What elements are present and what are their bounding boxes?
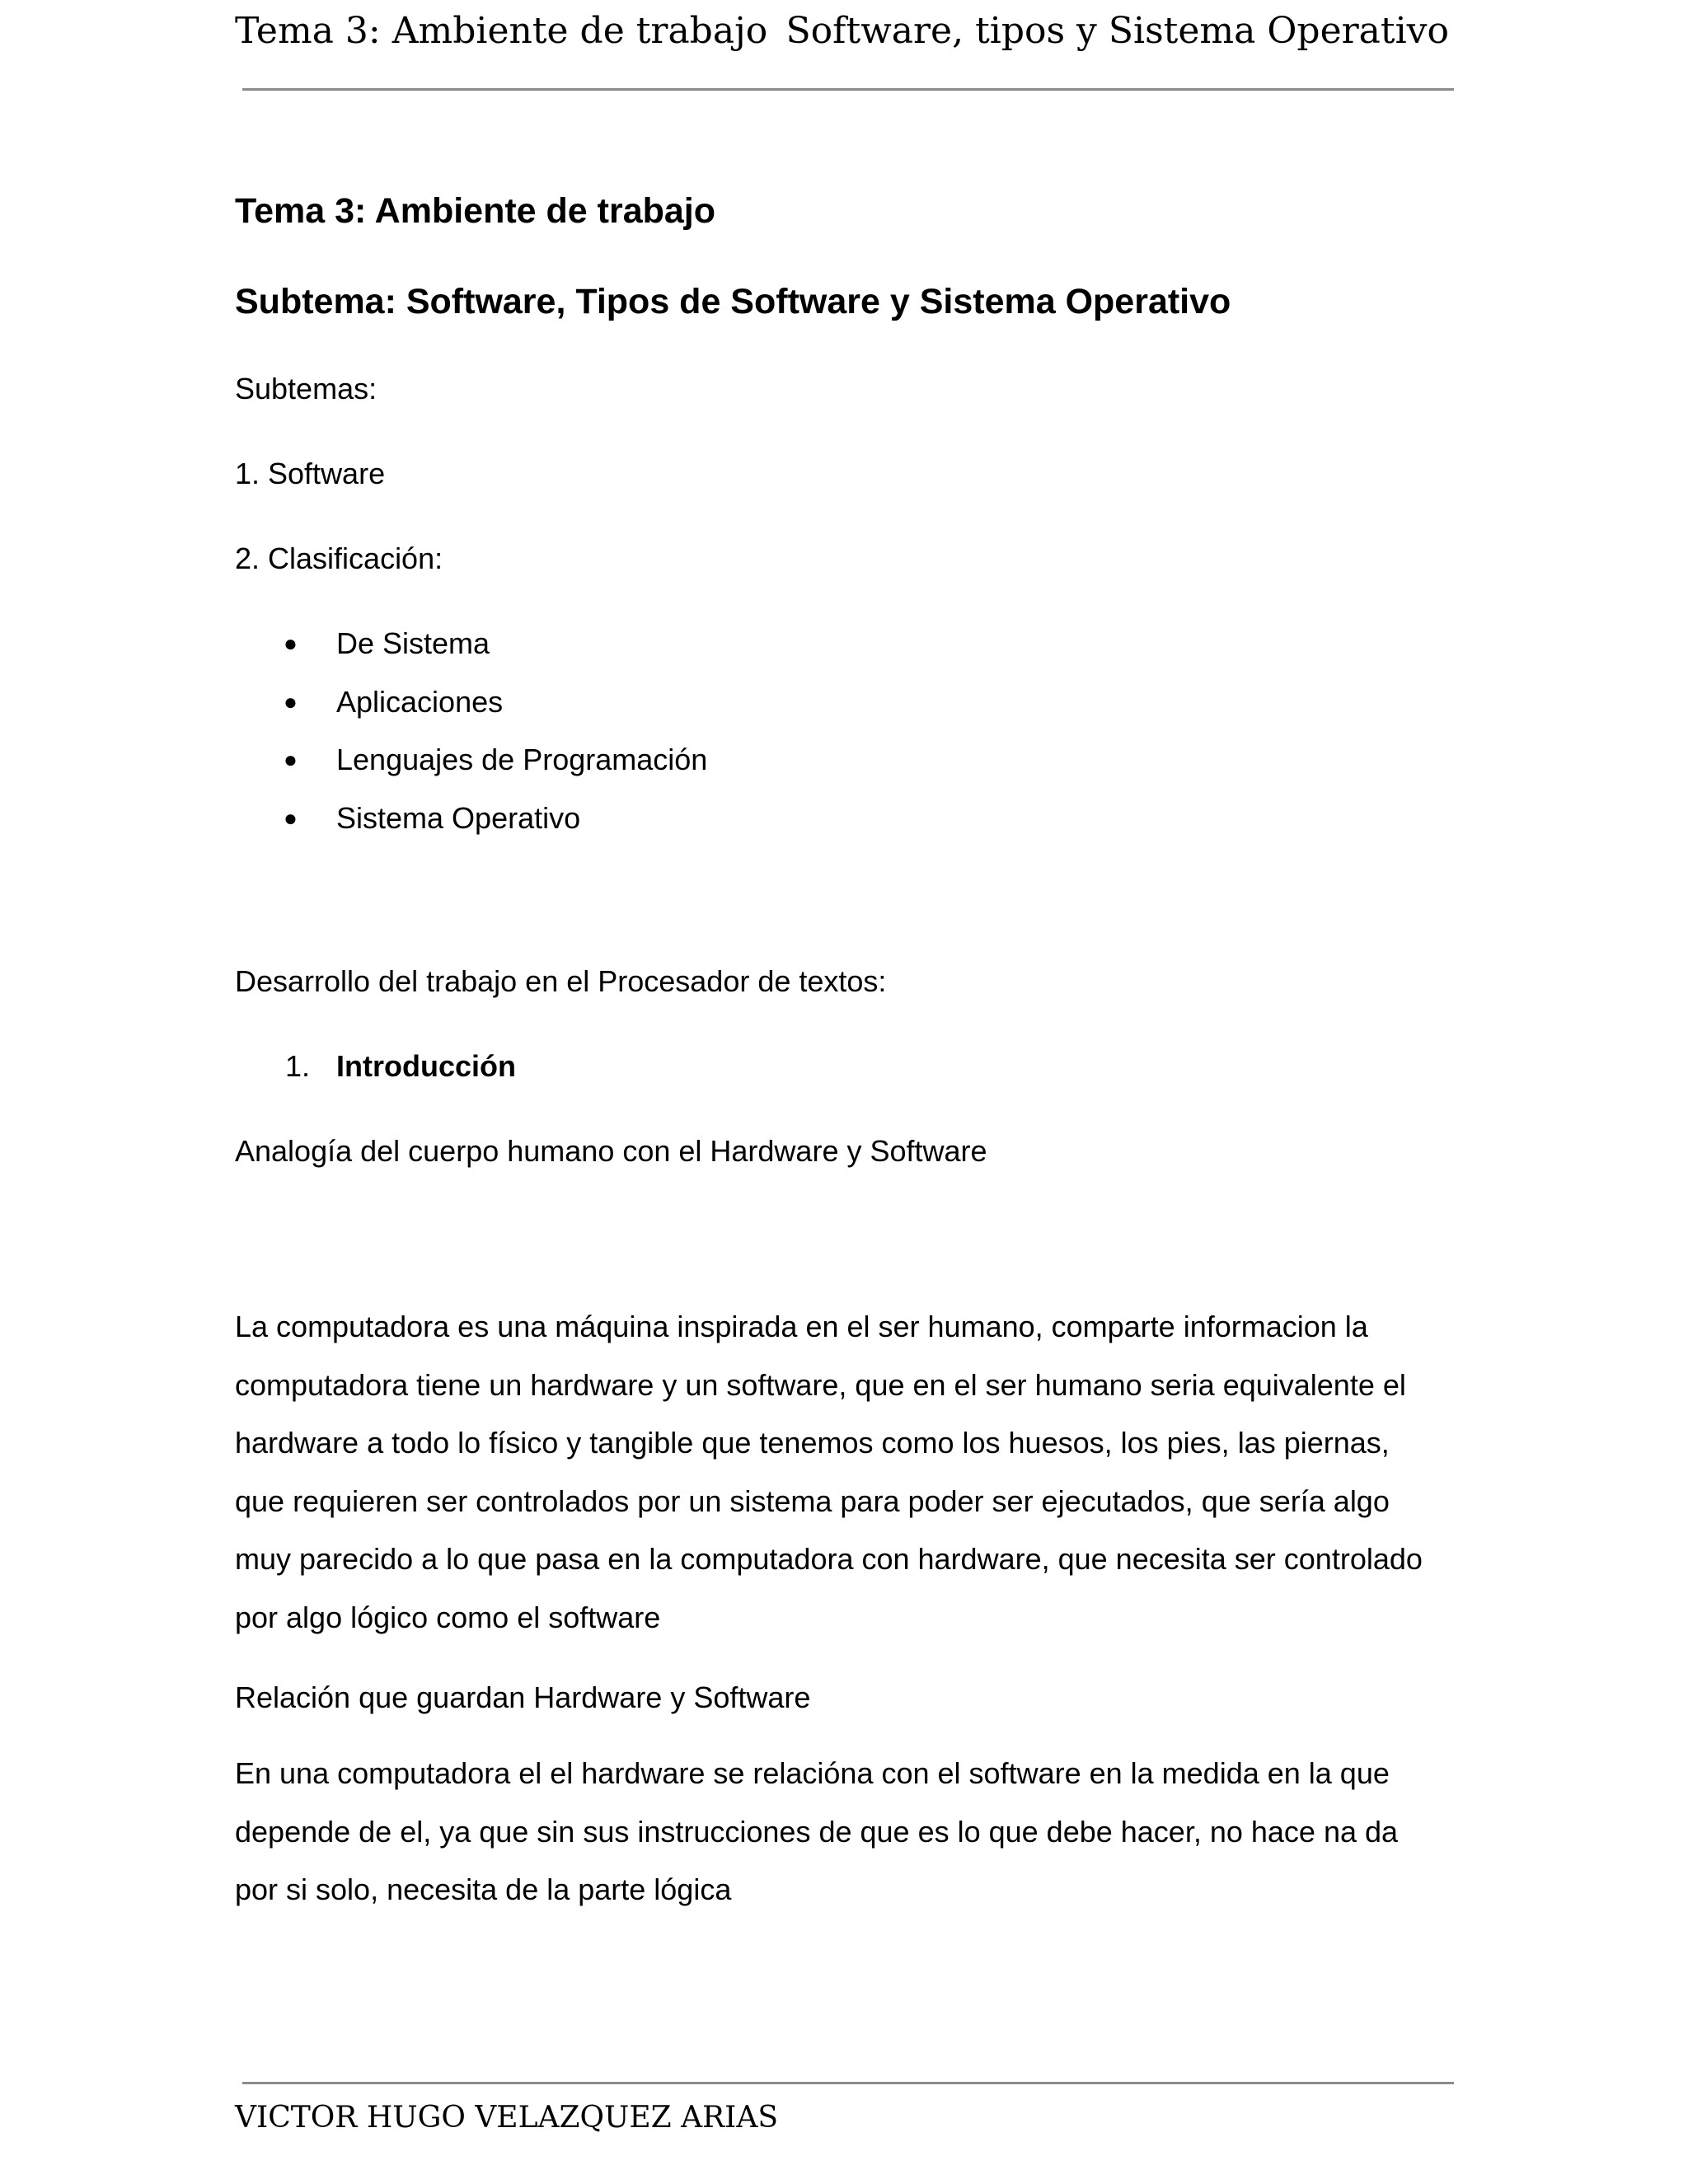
bullet-item-de-sistema: De Sistema xyxy=(336,626,490,660)
bullet-icon: ● xyxy=(284,805,298,831)
bullet-item-lenguajes: Lenguajes de Programación xyxy=(336,743,708,776)
paragraph-line: computadora tiene un hardware y un software, que en el ser humano seria equivalente el xyxy=(235,1367,1406,1402)
footer-rule xyxy=(242,2082,1454,2084)
desarrollo-label: Desarrollo del trabajo en el Procesador de textos: xyxy=(235,964,887,998)
bullet-item-sistema-operativo: Sistema Operativo xyxy=(336,801,581,835)
bullet-item-aplicaciones: Aplicaciones xyxy=(336,685,504,719)
numbered-heading-introduccion: Introducción xyxy=(336,1049,516,1083)
paragraph-line: La computadora es una máquina inspirada en el ser humano, comparte informacion la xyxy=(235,1310,1368,1343)
paragraph-line: depende de el, ya que sin sus instrucciones de que es lo que debe hacer, no hace na da xyxy=(235,1814,1399,1849)
document-subtitle: Subtema: Software, Tipos de Software y Sistema Operativo xyxy=(235,282,1231,321)
document-title: Tema 3: Ambiente de trabajo xyxy=(235,191,716,231)
paragraph-relacion xyxy=(235,1745,1455,1919)
subtemas-label: Subtemas: xyxy=(235,372,377,405)
analogia-heading: Analogía del cuerpo humano con el Hardware y Software xyxy=(235,1134,987,1168)
paragraph-line: En una computadora el el hardware se relacióna con el software en la medida en la que xyxy=(235,1756,1390,1790)
relacion-heading: Relación que guardan Hardware y Software xyxy=(235,1680,811,1714)
bullet-icon: ● xyxy=(284,630,298,656)
paragraph-line: por algo lógico como el software xyxy=(235,1600,661,1634)
paragraph-line: que requieren ser controlados por un sistema para poder ser ejecutados, que sería algo xyxy=(235,1483,1390,1518)
paragraph-line: muy parecido a lo que pasa en la computadora con hardware, que necesita ser controlado xyxy=(235,1542,1423,1576)
bullet-icon: ● xyxy=(284,747,298,772)
numbered-marker: 1. xyxy=(285,1049,311,1083)
page-header-right: Software, tipos y Sistema Operativo xyxy=(785,10,1449,52)
paragraph-line: hardware a todo lo físico y tangible que tenemos como los huesos, los pies, las piernas, xyxy=(235,1426,1390,1460)
paragraph-analogia xyxy=(235,1298,1455,1647)
header-rule xyxy=(242,88,1454,91)
paragraph-line: por si solo, necesita de la parte lógica xyxy=(235,1872,732,1906)
page-header-left: Tema 3: Ambiente de trabajo xyxy=(235,10,768,52)
bullet-icon: ● xyxy=(284,689,298,715)
subtema-item-software: 1. Software xyxy=(235,457,386,490)
footer-author: VICTOR HUGO VELAZQUEZ ARIAS xyxy=(235,2101,779,2135)
subtema-item-clasificacion: 2. Clasificación: xyxy=(235,541,443,575)
